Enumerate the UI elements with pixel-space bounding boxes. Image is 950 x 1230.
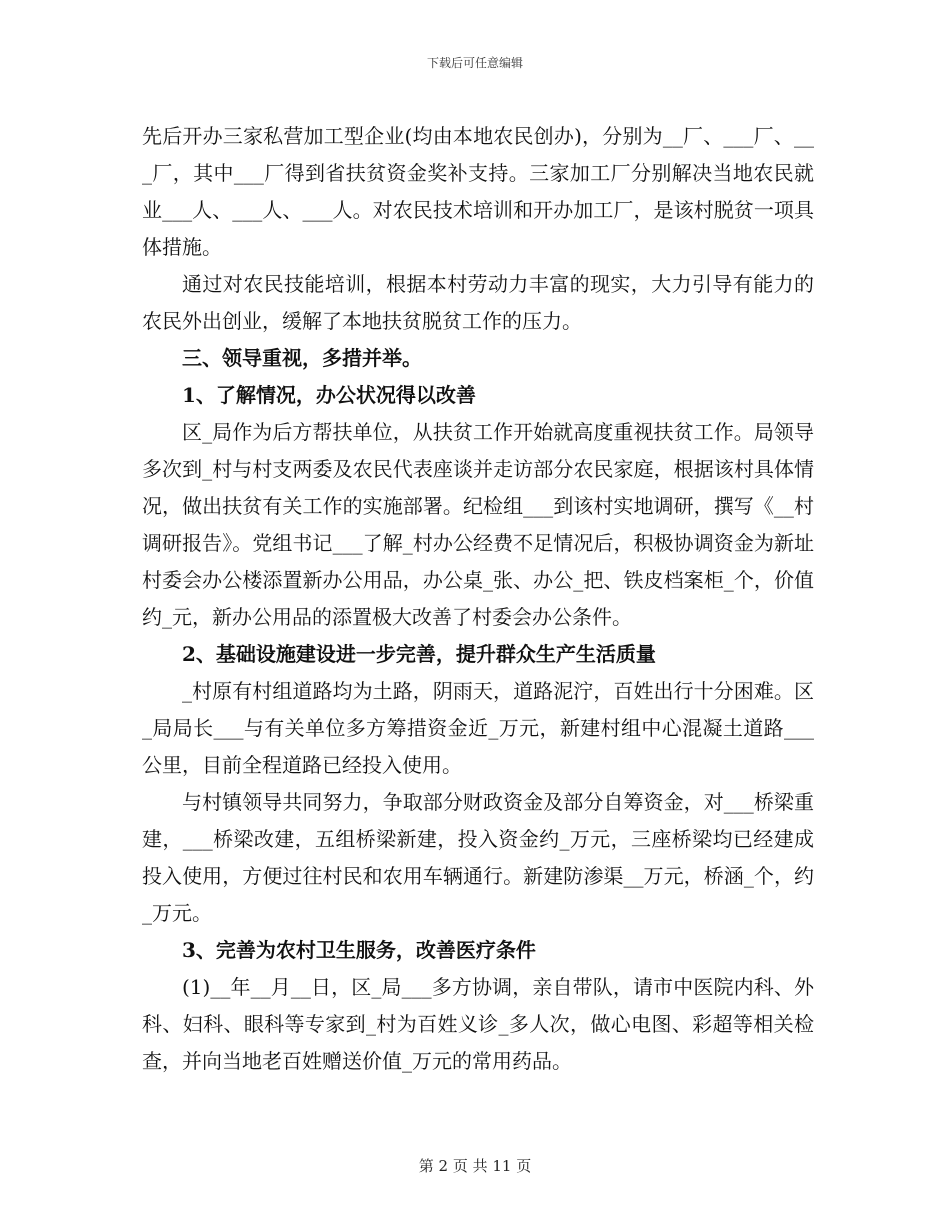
paragraph-roads: _村原有村组道路均为土路，阴雨天，道路泥泞，百姓出行十分困难。区_局局长___与有关单位多方筹措资金近_万元，新建村组中心混凝土道路___公里，目前全程道路已经投入使用。: [142, 679, 814, 777]
subheading-office: 1、了解情况，办公状况得以改善: [182, 383, 476, 407]
paragraph-office: 区_局作为后方帮扶单位，从扶贫工作开始就高度重视扶贫工作。局领导多次到_村与村支两委及农民代表座谈并走访部分农民家庭，根据该村具体情况，做出扶贫有关工作的实施部署。纪检组___到该村实地调研，撰写《__村调研报告》。党组书记___了解_村办公经费不足情况后，积极协调资金为新址村委会办公楼添置新办公用品，办公桌_张、办公_把、铁皮档案柜_个，价值约_元，新办公用品的添置极大改善了村委会办公条件。: [142, 420, 814, 629]
subheading-infrastructure: 2、基础设施建设进一步完善，提升群众生产生活质量: [182, 642, 656, 666]
page-header-note: 下载后可任意编辑: [426, 56, 523, 70]
paragraph-clinic: (1)__年__月__日，区_局___多方协调，亲自带队，请市中医院内科、外科、妇科、眼科等专家到_村为百姓义诊_多人次，做心电图、彩超等相关检查，并向当地老百姓赠送价值_万元的常用药品。: [142, 975, 814, 1073]
page-number: 第 2 页 共 11 页: [418, 1157, 532, 1175]
paragraph-training: 通过对农民技能培训，根据本村劳动力丰富的现实，大力引导有能力的农民外出创业，缓解了本地扶贫脱贫工作的压力。: [142, 272, 814, 333]
paragraph-enterprises: 先后开办三家私营加工型企业(均由本地农民创办)，分别为__厂、___厂、___厂，其中___厂得到省扶贫资金奖补支持。三家加工厂分别解决当地农民就业___人、___人、___人。对农民技术培训和开办加工厂，是该村脱贫一项具体措施。: [142, 124, 814, 259]
paragraph-bridges: 与村镇领导共同努力，争取部分财政资金及部分自筹资金，对___桥梁重建，___桥梁改建，五组桥梁新建，投入资金约_万元，三座桥梁均已经建成投入使用，方便过往村民和农用车辆通行。新建防渗渠__万元，桥涵_个，约_万元。: [142, 790, 814, 925]
section-heading-leadership: 三、领导重视，多措并举。: [182, 346, 422, 370]
subheading-medical: 3、完善为农村卫生服务，改善医疗条件: [182, 938, 536, 962]
document-body: [142, 118, 814, 1080]
